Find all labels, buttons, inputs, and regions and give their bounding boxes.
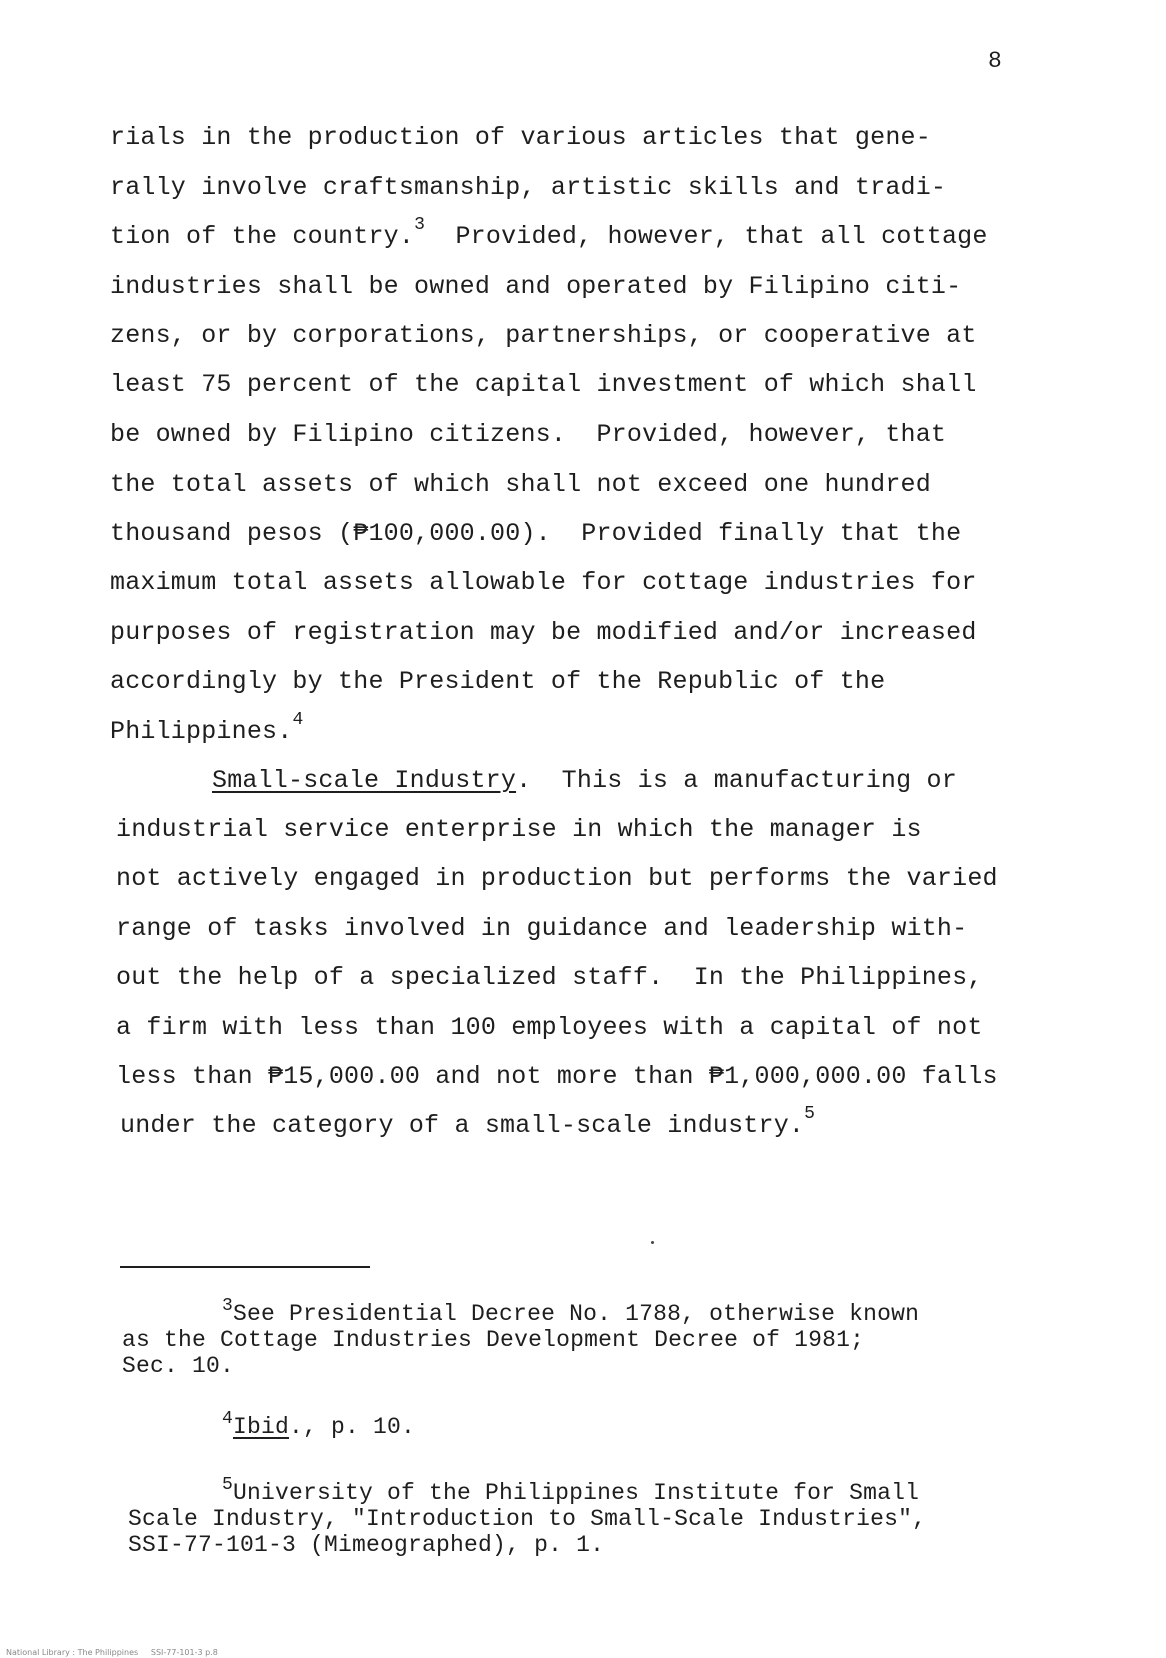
footnote-4-tail: ., p. 10.	[289, 1414, 416, 1440]
page-number: 8	[988, 48, 1002, 74]
body-line-12: accordingly by the President of the Republic of the	[110, 667, 886, 696]
footnote-ref-4[interactable]: 4	[292, 710, 304, 730]
para2-line-5: out the help of a specialized staff. In the Philippines,	[116, 963, 983, 992]
footnote-separator	[120, 1266, 370, 1268]
section-heading-small-scale-industry: Small-scale Industry	[212, 766, 517, 795]
body-line-3-tail: Provided, however, that all cottage	[425, 222, 988, 251]
scan-footer: National Library : The Philippines SSI-77-101-3 p.8	[6, 1648, 218, 1657]
body-line-4: industries shall be owned and operated by Filipino citi-	[110, 272, 962, 301]
body-line-3	[110, 215, 988, 254]
footnote-4-ibid: Ibid	[233, 1414, 290, 1440]
para2-line-8	[120, 1104, 816, 1143]
scan-speck	[651, 1241, 654, 1244]
body-line-8: the total assets of which shall not exceed one hundred	[110, 470, 931, 499]
para2-line-3: not actively engaged in production but performs the varied	[116, 864, 998, 893]
body-line-9: thousand pesos (₱100,000.00). Provided finally that the	[110, 519, 962, 548]
body-line-11: purposes of registration may be modified and/or increased	[110, 618, 977, 647]
body-line-13-text: Philippines.	[110, 717, 293, 746]
footnote-4-marker: 4	[222, 1409, 234, 1429]
para2-line-1	[212, 766, 957, 796]
footnote-3-line-2: as the Cottage Industries Development Decree of 1981;	[122, 1327, 865, 1353]
para2-heading-tail: . This is a manufacturing or	[516, 766, 957, 795]
body-line-6: least 75 percent of the capital investment of which shall	[110, 370, 977, 399]
body-line-10: maximum total assets allowable for cottage industries for	[110, 568, 977, 597]
para2-line-7: less than ₱15,000.00 and not more than ₱1,000,000.00 falls	[116, 1062, 998, 1091]
para2-line-6: a firm with less than 100 employees with a capital of not	[116, 1013, 983, 1042]
footnote-3-line-3: Sec. 10.	[122, 1353, 235, 1379]
footnote-3-marker: 3	[222, 1296, 234, 1316]
footnote-5-text-1: University of the Philippines Institute for Small	[233, 1480, 920, 1506]
body-line-13	[110, 710, 304, 749]
footnote-5-line-1	[222, 1475, 920, 1509]
footnote-4	[222, 1409, 416, 1443]
footnote-ref-5[interactable]: 5	[804, 1104, 816, 1124]
body-line-2: rally involve craftsmanship, artistic skills and tradi-	[110, 173, 947, 202]
para2-line-2: industrial service enterprise in which the manager is	[116, 815, 922, 844]
body-line-3-text: tion of the country.	[110, 222, 415, 251]
body-line-5: zens, or by corporations, partnerships, or cooperative at	[110, 321, 977, 350]
body-line-7: be owned by Filipino citizens. Provided, however, that	[110, 420, 947, 449]
para2-line-4: range of tasks involved in guidance and leadership with-	[116, 914, 968, 943]
footnote-3-text-1: See Presidential Decree No. 1788, otherwise known	[233, 1301, 920, 1327]
footnote-5-line-2: Scale Industry, "Introduction to Small-Scale Industries",	[128, 1506, 927, 1532]
footnote-ref-3[interactable]: 3	[414, 215, 426, 235]
footnote-5-marker: 5	[222, 1475, 234, 1495]
body-line-1: rials in the production of various articles that gene-	[110, 123, 931, 152]
footnote-5-line-3: SSI-77-101-3 (Mimeographed), p. 1.	[128, 1532, 605, 1558]
footnote-3-line-1	[222, 1296, 920, 1330]
para2-line-8-text: under the category of a small-scale industry.	[120, 1111, 805, 1140]
